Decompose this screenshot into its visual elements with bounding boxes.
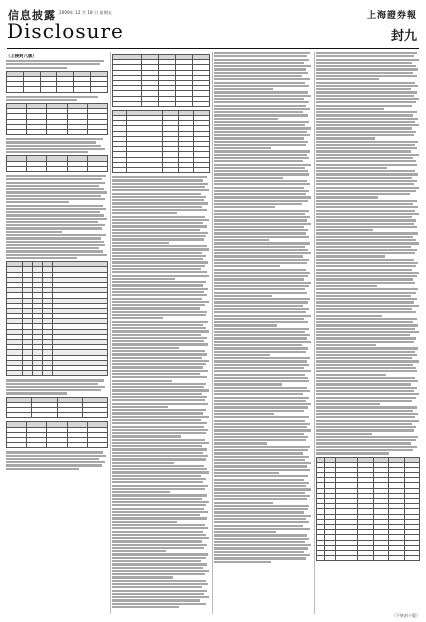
- text-column-3: [214, 52, 312, 614]
- data-table: [112, 54, 210, 107]
- text-column-2: [112, 52, 210, 614]
- data-table: [6, 397, 108, 419]
- masthead: [7, 5, 419, 47]
- continued-note: （下转封十版）: [392, 613, 420, 618]
- newspaper-name: 上海證券報: [366, 11, 417, 21]
- continued-heading: （上接封八版）: [6, 54, 37, 59]
- data-table: [6, 103, 108, 135]
- data-table: [6, 71, 108, 93]
- data-table: [316, 457, 420, 562]
- issue-date: 2009年 12 月 18 日 星期五: [59, 10, 113, 15]
- column-divider: [110, 52, 111, 614]
- masthead-rule: [7, 48, 419, 49]
- text-column-1: [6, 52, 108, 614]
- data-table: [6, 261, 108, 376]
- column-divider: [314, 52, 315, 614]
- data-table: [112, 110, 210, 173]
- section-title-en: Disclosure: [7, 19, 124, 43]
- data-table: [6, 155, 108, 172]
- section-title-cn: 信息披露: [8, 9, 56, 22]
- text-column-4: [316, 52, 420, 614]
- column-divider: [212, 52, 213, 614]
- data-table: [6, 421, 108, 448]
- page-label: 封九: [390, 29, 417, 44]
